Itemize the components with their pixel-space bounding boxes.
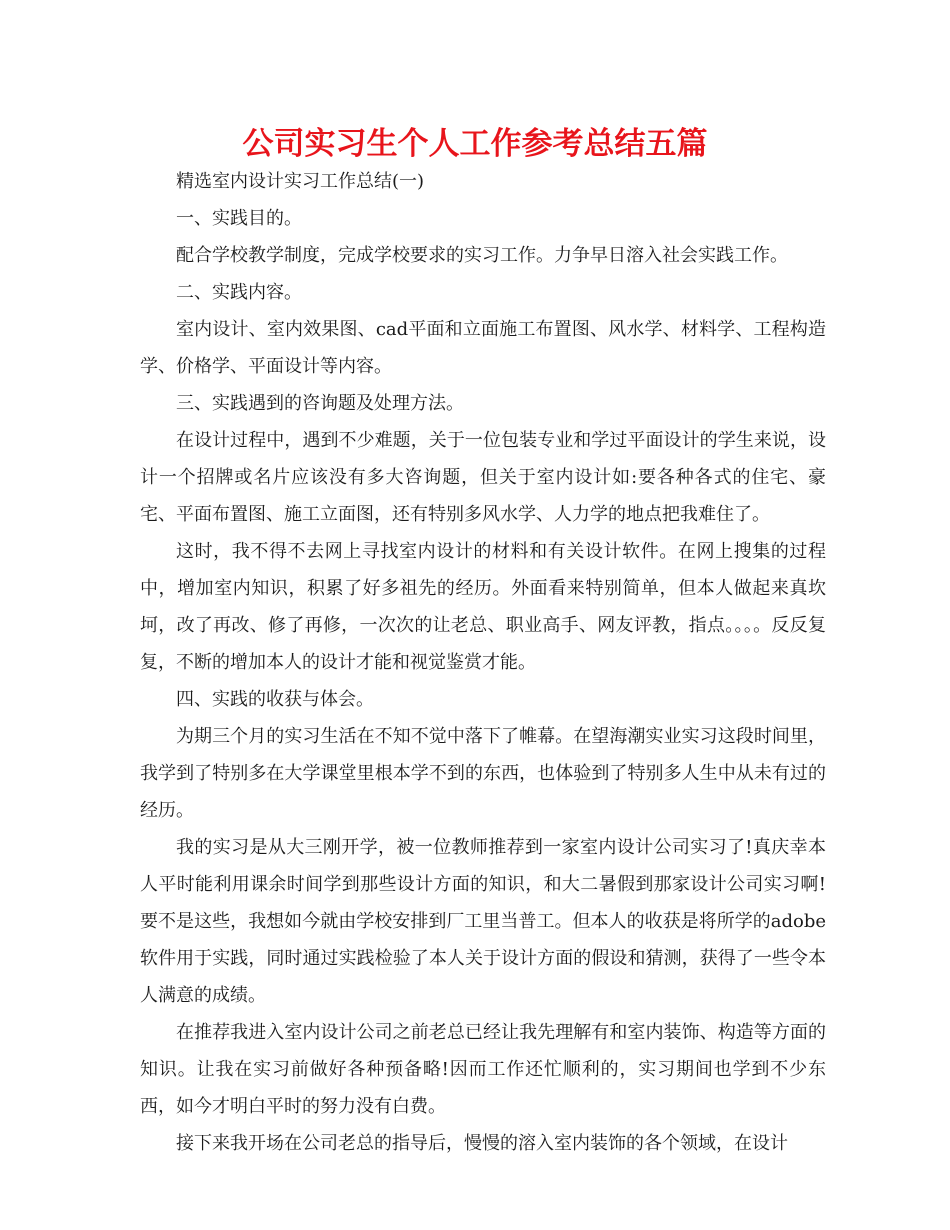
paragraph: 一、实践目的。 xyxy=(176,208,302,229)
paragraph: 在推荐我进入室内设计公司之前老总已经让我先理解有和室内装饰、构造等方面的知识。让我在实习前做好各种预备略!因而工作还忙顺利的，实习期间也学到不少东西，如今才明白平时的努力没有白费。 xyxy=(140,1022,826,1117)
paragraph: 三、实践遇到的咨询题及处理方法。 xyxy=(176,393,464,414)
document-title: 公司实习生个人工作参考总结五篇 xyxy=(242,126,708,162)
paragraph: 这时，我不得不去网上寻找室内设计的材料和有关设计软件。在网上搜集的过程中，增加室内知识，积累了好多祖先的经历。外面看来特别简单，但本人做起来真坎坷，改了再改、修了再修，一次次的让老总、职业高手、网友评教，指点。。。。反反复复，不断的增加本人的设计才能和视觉鉴赏才能。 xyxy=(140,541,826,673)
paragraph: 配合学校教学制度，完成学校要求的实习工作。力争早日溶入社会实践工作。 xyxy=(176,245,788,266)
paragraph: 我的实习是从大三刚开学，被一位教师推荐到一家室内设计公司实习了!真庆幸本人平时能利用课余时间学到那些设计方面的知识，和大二暑假到那家设计公司实习啊!要不是这些，我想如今就由学校安排到厂工里当普工。但本人的收获是将所学的adobe软件用于实践，同时通过实践检验了本人关于设计方面的假设和猜测，获得了一些令本人满意的成绩。 xyxy=(140,837,826,1006)
document-body xyxy=(140,163,826,1162)
paragraph: 四、实践的收获与体会。 xyxy=(176,689,374,710)
paragraph: 精选室内设计实习工作总结(一) xyxy=(176,171,425,192)
paragraph: 室内设计、室内效果图、cad平面和立面施工布置图、风水学、材料学、工程构造学、价格学、平面设计等内容。 xyxy=(140,319,826,377)
paragraph: 为期三个月的实习生活在不知不觉中落下了帷幕。在望海潮实业实习这段时间里，我学到了特别多在大学课堂里根本学不到的东西，也体验到了特别多人生中从未有过的经历。 xyxy=(140,726,826,821)
paragraph: 在设计过程中，遇到不少难题，关于一位包装专业和学过平面设计的学生来说，设计一个招牌或名片应该没有多大咨询题，但关于室内设计如:要各种各式的住宅、豪宅、平面布置图、施工立面图，还有特别多风水学、人力学的地点把我难住了。 xyxy=(140,430,826,525)
paragraph: 二、实践内容。 xyxy=(176,282,302,303)
paragraph: 接下来我开场在公司老总的指导后，慢慢的溶入室内装饰的各个领域，在设计 xyxy=(176,1133,788,1154)
